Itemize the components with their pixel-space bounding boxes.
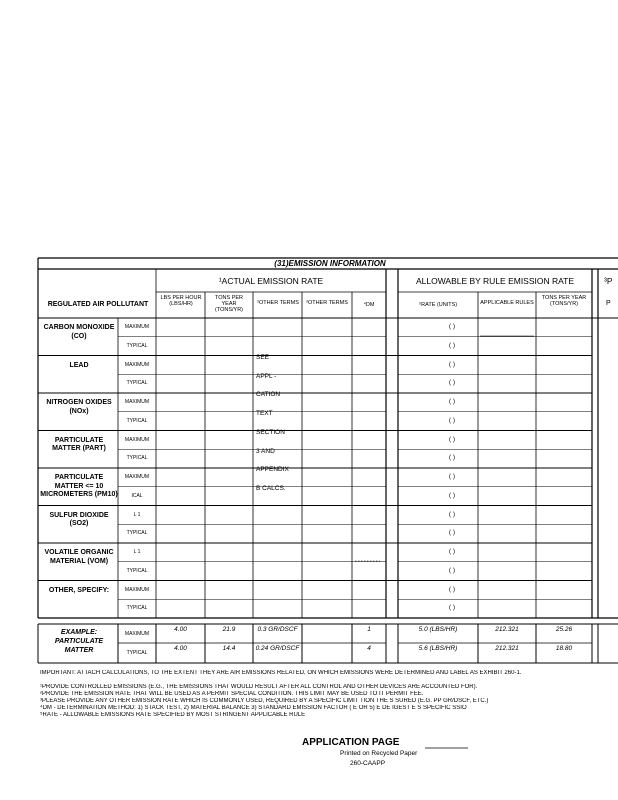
row-subtype: ICAL xyxy=(131,492,143,499)
pollutant-header: REGULATED AIR POLLUTANT xyxy=(47,301,149,308)
footnote-5: ⁵RATE - ALLOWABLE EMISSIONS RATE SPECIFIED BY MOST STRINGENT APPLICABLE RULE xyxy=(40,712,306,718)
see-note-line: APPL - xyxy=(256,372,277,380)
rate-units-parens: ( ) xyxy=(448,379,456,387)
rate-units-parens: ( ) xyxy=(448,323,456,330)
example-max-sub: MAXIMUM xyxy=(124,631,150,637)
section-title: (31)EMISSION INFORMATION xyxy=(274,259,386,268)
see-note-line: APPENDIX xyxy=(256,466,289,474)
example-typ-sub: TYPICAL xyxy=(126,650,148,656)
example-max-rules: 212.321 xyxy=(495,626,519,633)
actual-rate-header: ¹ACTUAL EMISSION RATE xyxy=(218,276,324,286)
other-terms-header-2: ²OTHER TERMS xyxy=(306,300,348,306)
row-subtype: MAXIMUM xyxy=(124,361,150,368)
pollutant-label: SULFUR DIOXIDE (SO2) xyxy=(49,511,109,527)
rate-units-parens: ( ) xyxy=(448,529,456,537)
example-typ-rules: 212.321 xyxy=(495,645,519,652)
example-typ-lbs: 4.00 xyxy=(174,645,187,652)
row-subtype: MAXIMUM xyxy=(124,586,150,593)
rate-units-parens: ( ) xyxy=(448,585,456,593)
form-number: 260-CAAPP xyxy=(350,760,386,767)
example-typ-tons: 14.4 xyxy=(222,645,236,652)
row-subtype: L 1 xyxy=(133,549,141,555)
rate-units-parens: ( ) xyxy=(448,435,456,443)
tons-yr-header: TONS PER YEAR (TONS/YR) xyxy=(214,295,243,313)
row-subtype: TYPICAL xyxy=(126,530,148,537)
pollutant-label: VOLATILE ORGANIC MATERIAL (VOM) xyxy=(44,549,114,565)
example-typ-other: 0.24 GR/DSCF xyxy=(255,645,300,652)
row-subtype: TYPICAL xyxy=(126,380,148,387)
row-subtype: MAXIMUM xyxy=(124,436,150,443)
printed-recycled: Printed on Recycled Paper xyxy=(340,750,418,757)
pollutant-label: LEAD xyxy=(69,361,89,369)
example-max-dm: 1 xyxy=(367,626,371,633)
see-note-line: 3 AND xyxy=(256,447,275,455)
see-note-line: SEE xyxy=(256,354,270,361)
allowable-rate-header: ALLOWABLE BY RULE EMISSION RATE xyxy=(415,276,575,286)
right-partial-header-2: P xyxy=(606,300,611,307)
rate-units-parens: ( ) xyxy=(448,341,456,349)
rate-units-header: ⁵RATE (UNITS) xyxy=(418,302,458,308)
row-subtype: MAXIMUM xyxy=(124,474,150,480)
example-max-other: 0.3 GR/DSCF xyxy=(257,626,298,633)
footnote-3: ³PLEASE PROVIDE ANY OTHER EMISSION RATE WHICH IS COMMONLY USED, REQUIRED BY A SPECIFIC LIMIT TION THE S SURED (E.G. PP GR/DSCF, ETC.) xyxy=(40,698,489,704)
example-typ-allow-tons: 18.80 xyxy=(555,645,573,652)
rate-units-parens: ( ) xyxy=(448,454,456,462)
rate-units-parens: ( ) xyxy=(448,491,456,499)
application-page-title: APPLICATION PAGE xyxy=(302,737,400,748)
see-note-line: TEXT xyxy=(256,410,273,418)
rate-units-parens: ( ) xyxy=(448,473,456,480)
example-max-allow-tons: 25.26 xyxy=(555,626,573,633)
pollutant-label: CARBON MONOXIDE (CO) xyxy=(43,324,115,340)
row-subtype: TYPICAL xyxy=(126,342,148,349)
example-typ-dm: 4 xyxy=(367,645,371,652)
other-terms-header-1: ²OTHER TERMS xyxy=(257,300,299,306)
see-note-line: SECTION xyxy=(256,428,285,436)
lbs-hr-header: LBS PER HOUR (LBS/HR) xyxy=(160,295,202,307)
example-max-rate: 5.0 (LBS/HR) xyxy=(418,626,458,633)
row-subtype: MAXIMUM xyxy=(124,324,150,330)
pollutant-label: PARTICULATE MATTER <= 10 MICROMETERS (PM10) xyxy=(40,474,118,498)
allowable-tons-yr-header: TONS PER YEAR (TONS/YR) xyxy=(541,295,587,307)
example-max-tons: 21.9 xyxy=(222,626,236,633)
row-subtype: L 1 xyxy=(133,511,141,518)
important-note: IMPORTANT: ATTACH CALCULATIONS, TO THE EXTENT THEY ARE AIR EMISSIONS RELATED, ON WHICH EMISSIONS WERE DETERMINED AND LABEL AS EXHIBIT 260-1. xyxy=(40,670,522,676)
rate-units-parens: ( ) xyxy=(448,566,456,574)
row-subtype: TYPICAL xyxy=(126,567,148,574)
right-partial-header: ³P xyxy=(604,276,613,286)
rate-units-parens: ( ) xyxy=(448,360,456,368)
rate-units-parens: ( ) xyxy=(448,604,456,612)
footnote-4: ⁴DM - DETERMINATION METHOD: 1) STACK TEST, 2) MATERIAL BALANCE 3) STANDARD EMISSION FACTOR ( E OR 5) E DE IGEST E S SPECIFIC SSIO xyxy=(40,705,467,711)
footnote-2: ²PROVIDE THE EMISSION RATE THAT WILL BE USED AS A PERMIT SPECIAL CONDITION. THIS LIMIT MAY BE USED TO IT PERMIT FEE. xyxy=(40,691,424,697)
dm-header: ⁴DM xyxy=(363,302,375,308)
rate-units-parens: ( ) xyxy=(448,548,456,555)
pollutant-label: PARTICULATE MATTER (PART) xyxy=(52,436,106,452)
pollutant-label: NITROGEN OXIDES (NOx) xyxy=(46,399,112,415)
applicable-rules-header: APPLICABLE RULES xyxy=(480,300,534,306)
example-max-lbs: 4.00 xyxy=(174,626,187,633)
rate-units-parens: ( ) xyxy=(448,416,456,424)
example-typ-rate: 5.6 (LBS/HR) xyxy=(418,645,458,652)
rate-units-parens: ( ) xyxy=(448,510,456,518)
row-subtype: MAXIMUM xyxy=(124,399,150,405)
row-subtype: TYPICAL xyxy=(126,605,148,612)
see-note-line: B CALCS. xyxy=(256,484,286,492)
example-label: EXAMPLE: PARTICULATE MATTER xyxy=(54,629,104,654)
row-subtype: TYPICAL xyxy=(126,455,148,462)
see-note-line: CATION xyxy=(256,391,281,399)
rate-units-parens: ( ) xyxy=(448,398,456,405)
row-subtype: TYPICAL xyxy=(126,417,148,424)
footnote-1: ¹PROVIDE CONTROLLED EMISSIONS (E.G., THE EMISSIONS THAT WOULD RESULT AFTER ALL CONTROL AND OTHER DEVICES ARE ACCOUNTED FOR). xyxy=(40,684,478,690)
pollutant-label: OTHER, SPECIFY: xyxy=(48,586,110,594)
